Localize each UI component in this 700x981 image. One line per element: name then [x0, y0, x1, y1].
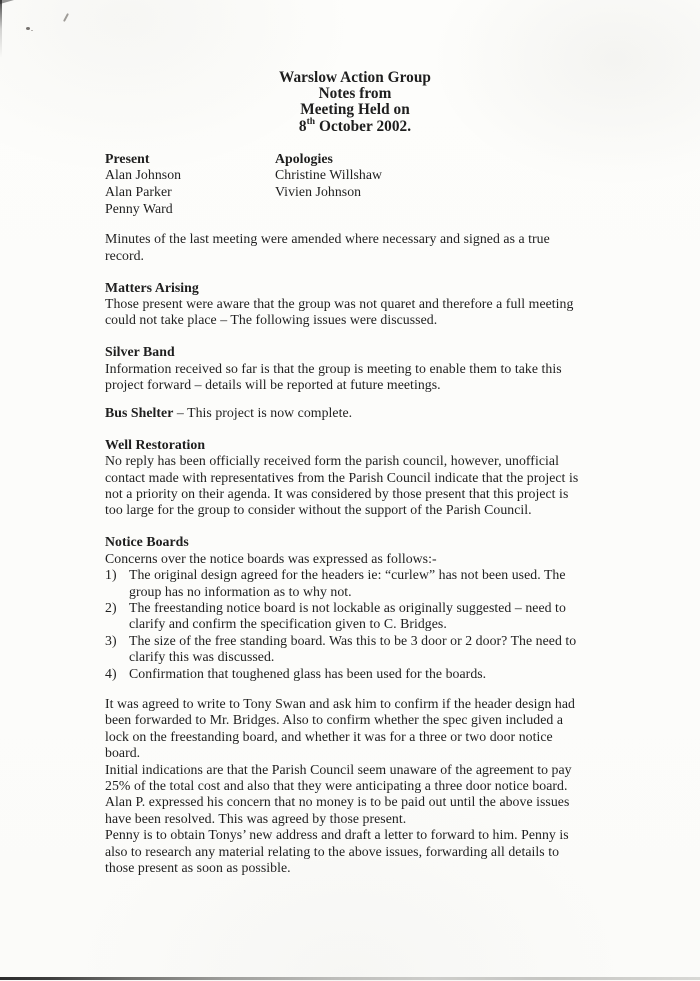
section-matters-arising: [105, 280, 605, 329]
title-line-meeting-held: Meeting Held on: [300, 101, 410, 119]
org-name: Warslow Action Group: [278, 69, 431, 86]
notice-boards-list: [105, 567, 605, 682]
meeting-date: [105, 116, 605, 135]
list-item-text: The size of the free standing board. Was this to be 3 door or 2 door? The need to clarify this was discussed.: [129, 632, 577, 665]
list-item-text: The freestanding notice board is not lockable as originally suggested – need to clarify and confirm the specification given to C. Bridges.: [129, 600, 566, 632]
document-content: [105, 0, 605, 877]
present-column: [105, 151, 275, 217]
list-item: [105, 633, 605, 666]
pencil-mark: [63, 13, 69, 22]
notice-boards-heading: Notice Boards: [105, 534, 189, 550]
list-item-text: Confirmation that toughened glass has been used for the boards.: [129, 665, 487, 681]
document-title-block: [105, 70, 605, 135]
list-item: [105, 666, 605, 682]
scan-edge-bottom: [0, 977, 700, 980]
apologies-names: Christine Willshaw Vivien Johnson: [275, 167, 383, 199]
list-item-number: 2): [105, 600, 117, 615]
well-restoration-body: No reply has been officially received form the parish council, however, unofficial contact made with representatives from the Parish Council indicate that the project is not a priority on their agenda. It was considered by those present that this project is too large for the group to consider without the support of the Parish Council.: [105, 453, 579, 518]
attendance-section: [105, 151, 605, 217]
present-heading: Present: [105, 150, 150, 166]
matters-arising-body: Those present were aware that the group was not quaret and therefore a full meeting could not take place – The following issues were discussed.: [105, 295, 574, 328]
list-item: [105, 567, 605, 600]
date-day: 8: [298, 117, 307, 135]
notice-boards-intro: Concerns over the notice boards was expressed as follows:-: [105, 550, 437, 566]
list-item-text: The original design agreed for the headers ie: “curlew” has not been used. The group has no information as to why not.: [129, 567, 566, 599]
list-item-number: 1): [105, 567, 117, 583]
matters-arising-heading: Matters Arising: [105, 279, 199, 295]
section-well-restoration: [105, 437, 605, 519]
list-item-number: 3): [105, 632, 117, 648]
bus-shelter-text: – This project is now complete.: [173, 404, 353, 420]
list-item: [105, 600, 605, 633]
silver-band-heading: Silver Band: [105, 344, 175, 360]
section-bus-shelter: [105, 405, 605, 421]
title-line-notes-from: Notes from: [318, 85, 392, 103]
section-notice-boards: [105, 534, 605, 682]
scan-speck: [26, 27, 30, 30]
apologies-heading: Apologies: [275, 150, 333, 166]
scan-corner-shadow: [0, 0, 14, 4]
apologies-column: [275, 151, 382, 217]
scan-edge-left: [0, 0, 2, 58]
section-silver-band: [105, 344, 605, 393]
list-item-number: 4): [105, 665, 117, 681]
minutes-paragraph: Minutes of the last meeting were amended where necessary and signed as a true record.: [105, 231, 550, 263]
actions-paragraph: It was agreed to write to Tony Swan and ask him to confirm if the header design had been forwarded to Mr. Bridges. Also to confirm whether the spec given included a lock on the freestanding board, and whether it was for a three or two door notice board. Initial indications are that the Parish Council seem unaware of the agreement to pay 25% of the total cost and also that they were anticipating a three door notice board. Alan P. expressed his concern that no money is to be paid out until the above issues have been resolved. This was agreed by those present. Penny is to obtain Tonys’ new address and draft a letter to forward to him. Penny is also to research any material relating to the above issues, forwarding all details to those present as soon as possible.: [105, 696, 575, 876]
present-names: Alan Johnson Alan Parker Penny Ward: [105, 167, 182, 216]
date-rest: October 2002.: [315, 117, 412, 135]
well-restoration-heading: Well Restoration: [105, 436, 206, 452]
silver-band-body: Information received so far is that the group is meeting to enable them to take this project forward – details will be reported at future meetings.: [105, 360, 562, 393]
bus-shelter-heading: Bus Shelter: [105, 404, 174, 420]
date-ordinal: th: [306, 116, 316, 127]
